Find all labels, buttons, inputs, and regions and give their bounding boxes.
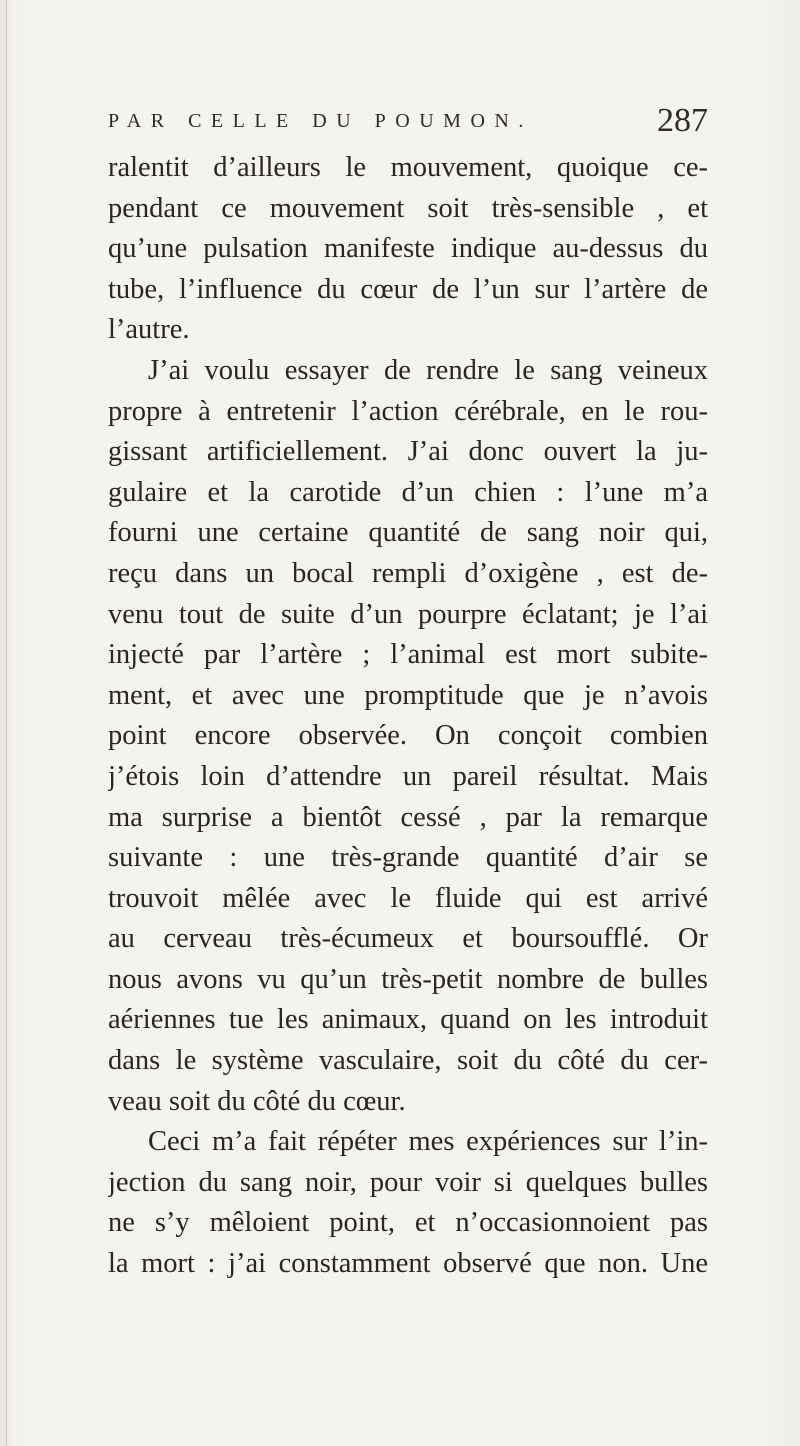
text-line: nous avons vu qu’un très-petit nombre de bulles xyxy=(108,963,708,995)
text-line: pendant ce mouvement soit très-sensible , et xyxy=(108,192,708,224)
text-line: Ceci m’a fait répéter mes expériences sur l’in- xyxy=(148,1126,708,1158)
page-gutter xyxy=(6,0,7,1446)
text-line: au cerveau très-écumeux et boursoufflé. Or xyxy=(108,923,708,955)
text-line: dans le système vasculaire, soit du côté du cer- xyxy=(108,1045,708,1077)
running-head: PAR CELLE DU POUMON. xyxy=(108,110,533,132)
text-line: qu’une pulsation manifeste indique au-dessus du xyxy=(108,233,708,265)
text-line: ralentit d’ailleurs le mouvement, quoique ce- xyxy=(108,152,708,183)
text-line: propre à entretenir l’action cérébrale, en le rou- xyxy=(108,395,708,427)
text-line: suivante : une très-grande quantité d’air se xyxy=(108,842,708,874)
text-line: fourni une certaine quantité de sang noir qui, xyxy=(108,517,708,549)
text-line: gulaire et la carotide d’un chien : l’une m’a xyxy=(108,476,708,508)
text-line: tube, l’influence du cœur de l’un sur l’artère de xyxy=(108,273,708,305)
page-header xyxy=(108,102,708,146)
text-line: ma surprise a bientôt cessé , par la remarque xyxy=(108,801,708,833)
text-line: j’étois loin d’attendre un pareil résultat. Mais xyxy=(108,760,708,792)
text-line: l’autre. xyxy=(108,314,190,346)
text-line: ment, et avec une promptitude que je n’avois xyxy=(108,679,708,711)
text-line: trouvoit mêlée avec le fluide qui est arrivé xyxy=(108,882,708,914)
text-line: ne s’y mêloient point, et n’occasionnoient pas xyxy=(108,1207,708,1239)
text-line: point encore observée. On conçoit combien xyxy=(108,720,708,752)
text-line: reçu dans un bocal rempli d’oxigène , est de- xyxy=(108,557,708,589)
text-line: la mort : j’ai constamment observé que non. Une xyxy=(108,1248,708,1280)
text-line: jection du sang noir, pour voir si quelques bulles xyxy=(108,1166,708,1198)
text-line: venu tout de suite d’un pourpre éclatant; je l’ai xyxy=(108,598,708,630)
body-text xyxy=(108,148,708,1285)
text-line: injecté par l’artère ; l’animal est mort subite- xyxy=(108,639,708,671)
text-line: J’ai voulu essayer de rendre le sang veineux xyxy=(148,354,708,386)
text-line: gissant artificiellement. J’ai donc ouvert la ju- xyxy=(108,436,708,468)
page-number: 287 xyxy=(657,102,708,139)
text-line: aériennes tue les animaux, quand on les introduit xyxy=(108,1004,708,1036)
text-line: veau soit du côté du cœur. xyxy=(108,1085,406,1117)
